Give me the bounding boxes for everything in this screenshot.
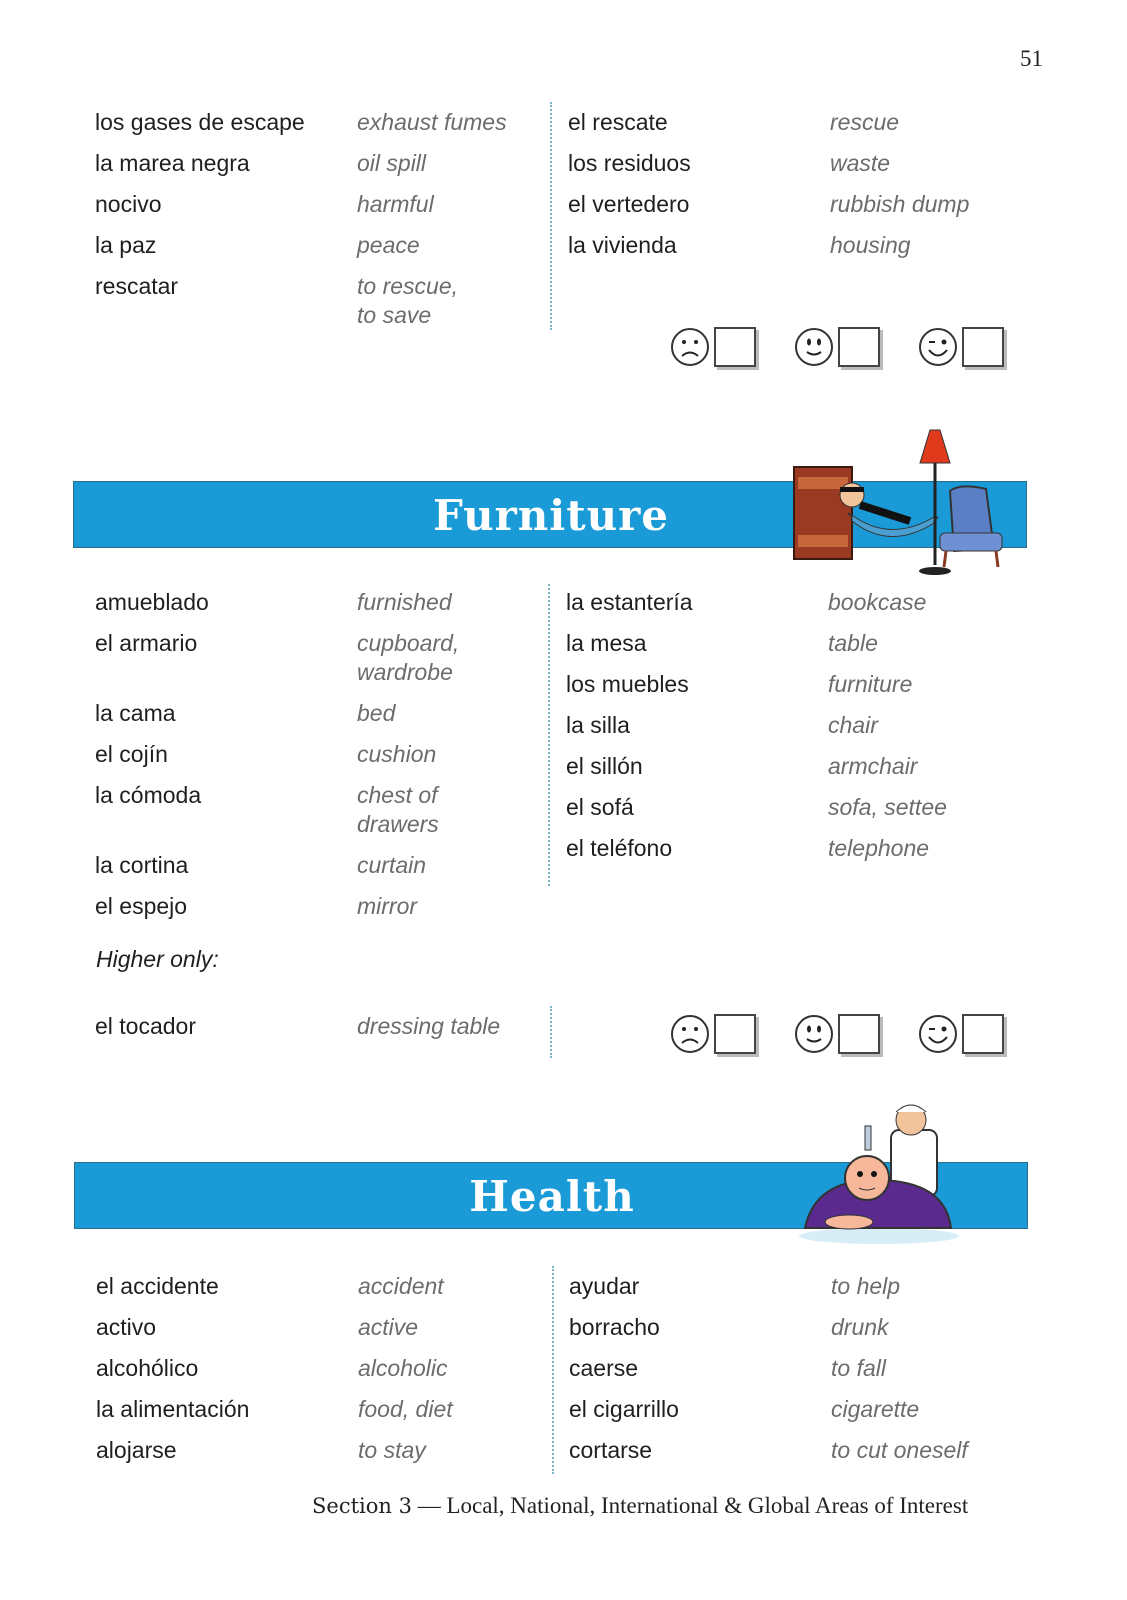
english-translation: chest of drawers (357, 782, 439, 837)
english-translation: curtain (357, 852, 427, 878)
spanish-term: el vertedero (568, 191, 690, 217)
english-translation: to help (831, 1273, 901, 1299)
vocab-column-right (568, 108, 988, 272)
footer-title: Local, National, International & Global Areas of Interest (446, 1493, 969, 1518)
english-translation: mirror (357, 893, 418, 919)
spanish-term: la vivienda (568, 232, 677, 258)
section-title: Furniture (432, 491, 670, 540)
spanish-term: la cama (95, 700, 176, 726)
english-translation: rescue (830, 109, 900, 135)
vocab-row (95, 588, 515, 617)
vocab-row (566, 834, 986, 863)
checkbox[interactable] (838, 1014, 880, 1054)
column-divider (552, 1266, 554, 1474)
vocab-column-left (95, 1012, 515, 1053)
column-divider (550, 102, 552, 330)
higher-only-label: Higher only: (96, 946, 219, 972)
vocab-row (566, 629, 986, 658)
spanish-term: ayudar (569, 1273, 640, 1299)
vocab-row (96, 1436, 516, 1465)
vocab-row (568, 190, 988, 219)
spanish-term: el cigarrillo (569, 1396, 679, 1422)
checkbox[interactable] (962, 1014, 1004, 1054)
spanish-term: el rescate (568, 109, 668, 135)
spanish-term: los muebles (566, 671, 689, 697)
vocab-row (566, 588, 986, 617)
self-check-env (670, 327, 1042, 367)
vocab-row (95, 190, 515, 219)
checkbox[interactable] (962, 327, 1004, 367)
sad-face-icon (670, 327, 710, 367)
spanish-term: la cortina (95, 852, 189, 878)
vocab-row (96, 1313, 516, 1342)
page-number: 51 (1020, 46, 1043, 71)
english-translation: dressing table (357, 1013, 501, 1039)
spanish-term: el sillón (566, 753, 643, 779)
vocab-env (95, 108, 1035, 338)
furniture-illustration (790, 425, 1020, 585)
self-check-item (670, 327, 756, 367)
spanish-term: activo (96, 1314, 157, 1340)
vocab-column-right (566, 588, 986, 875)
neutral-face-icon (794, 1014, 834, 1054)
vocab-furniture (95, 588, 1035, 919)
english-translation: oil spill (357, 150, 427, 176)
spanish-term: el espejo (95, 893, 188, 919)
vocab-row (569, 1354, 989, 1383)
english-translation: bed (357, 700, 396, 726)
vocab-column-left (95, 108, 515, 342)
checkbox[interactable] (714, 327, 756, 367)
vocab-health (96, 1272, 1036, 1477)
vocab-row (569, 1272, 989, 1301)
vocab-column-right (569, 1272, 989, 1477)
english-translation: furniture (828, 671, 913, 697)
vocab-row (95, 629, 515, 687)
english-translation: chair (828, 712, 878, 738)
spanish-term: la cómoda (95, 782, 202, 808)
checkbox[interactable] (714, 1014, 756, 1054)
spanish-term: nocivo (95, 191, 162, 217)
english-translation: to stay (358, 1437, 426, 1463)
self-check-item (794, 327, 880, 367)
english-translation: to fall (831, 1355, 886, 1381)
vocab-row (95, 781, 515, 839)
checkbox[interactable] (838, 327, 880, 367)
self-check-item (670, 1014, 756, 1054)
english-translation: exhaust fumes (357, 109, 507, 135)
english-translation: to cut oneself (831, 1437, 968, 1463)
vocab-row (569, 1313, 989, 1342)
english-translation: waste (830, 150, 891, 176)
spanish-term: cortarse (569, 1437, 653, 1463)
spanish-term: el cojín (95, 741, 168, 767)
english-translation: sofa, settee (828, 794, 947, 820)
vocab-row (569, 1436, 989, 1465)
self-check-item (918, 1014, 1004, 1054)
vocab-row (96, 1354, 516, 1383)
english-translation: to rescue, to save (357, 273, 458, 328)
english-translation: armchair (828, 753, 918, 779)
vocab-row (95, 699, 515, 728)
vocab-row (95, 149, 515, 178)
sad-face-icon (670, 1014, 710, 1054)
vocab-row (96, 1272, 516, 1301)
spanish-term: rescatar (95, 273, 179, 299)
english-translation: alcoholic (358, 1355, 448, 1381)
spanish-term: el teléfono (566, 835, 673, 861)
health-illustration (795, 1100, 975, 1250)
section-title: Health (469, 1172, 635, 1221)
spanish-term: la estantería (566, 589, 693, 615)
english-translation: furnished (357, 589, 452, 615)
english-translation: peace (357, 232, 420, 258)
spanish-term: alcohólico (96, 1355, 199, 1381)
spanish-term: los gases de escape (95, 109, 305, 135)
footer-section: Section 3 (312, 1494, 412, 1518)
english-translation: accident (358, 1273, 444, 1299)
vocab-row (568, 231, 988, 260)
vocab-row (568, 108, 988, 137)
spanish-term: amueblado (95, 589, 209, 615)
english-translation: cupboard, wardrobe (357, 630, 460, 685)
spanish-term: la alimentación (96, 1396, 250, 1422)
spanish-term: la silla (566, 712, 630, 738)
column-divider (548, 584, 550, 886)
vocab-row (566, 670, 986, 699)
spanish-term: el sofá (566, 794, 634, 820)
spanish-term: la paz (95, 232, 157, 258)
vocab-row (95, 740, 515, 769)
self-check-furniture (670, 1014, 1042, 1054)
page-footer (312, 1493, 968, 1519)
happy-face-icon (918, 327, 958, 367)
english-translation: table (828, 630, 878, 656)
spanish-term: alojarse (96, 1437, 177, 1463)
footer-dash: — (411, 1493, 447, 1518)
column-divider (550, 1006, 552, 1058)
spanish-term: el tocador (95, 1013, 197, 1039)
spanish-term: borracho (569, 1314, 660, 1340)
neutral-face-icon (794, 327, 834, 367)
vocab-column-left (95, 588, 515, 933)
vocab-row (95, 108, 515, 137)
happy-face-icon (918, 1014, 958, 1054)
english-translation: rubbish dump (830, 191, 970, 217)
english-translation: harmful (357, 191, 434, 217)
english-translation: cigarette (831, 1396, 920, 1422)
vocab-row (95, 892, 515, 921)
vocab-row (96, 1395, 516, 1424)
vocab-row (568, 149, 988, 178)
english-translation: housing (830, 232, 911, 258)
vocab-row (95, 272, 515, 330)
vocab-higher (95, 1012, 565, 1052)
self-check-item (794, 1014, 880, 1054)
vocab-row (569, 1395, 989, 1424)
vocab-column-left (96, 1272, 516, 1477)
english-translation: telephone (828, 835, 930, 861)
english-translation: active (358, 1314, 419, 1340)
vocab-row (95, 1012, 515, 1041)
english-translation: cushion (357, 741, 437, 767)
spanish-term: la marea negra (95, 150, 250, 176)
vocab-row (566, 752, 986, 781)
spanish-term: caerse (569, 1355, 639, 1381)
vocab-row (95, 231, 515, 260)
self-check-item (918, 327, 1004, 367)
english-translation: food, diet (358, 1396, 453, 1422)
spanish-term: la mesa (566, 630, 647, 656)
vocab-row (566, 711, 986, 740)
vocab-row (95, 851, 515, 880)
english-translation: bookcase (828, 589, 927, 615)
english-translation: drunk (831, 1314, 889, 1340)
vocab-row (566, 793, 986, 822)
spanish-term: el armario (95, 630, 198, 656)
spanish-term: el accidente (96, 1273, 219, 1299)
spanish-term: los residuos (568, 150, 691, 176)
